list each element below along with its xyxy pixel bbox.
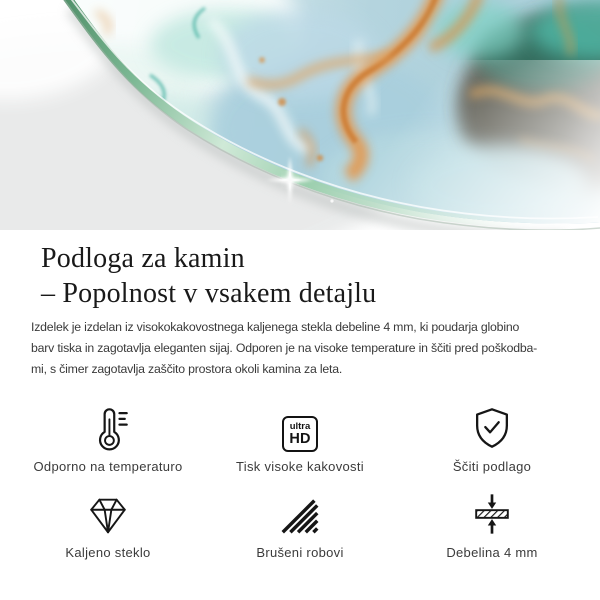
product-image xyxy=(0,0,600,230)
page-title-line2: – Popolnost v vsakem detajlu xyxy=(41,278,377,309)
ultra-hd-icon-text-top: ultra xyxy=(289,420,311,432)
feature-grid xyxy=(0,402,600,560)
feature-tempered-glass xyxy=(12,488,204,560)
feature-polished-edges xyxy=(204,488,396,560)
feature-label: Tisk visoke kakovosti xyxy=(236,459,364,474)
feature-label: Odporno na temperaturo xyxy=(33,459,183,474)
product-description xyxy=(31,317,569,380)
feature-label: Debelina 4 mm xyxy=(446,545,538,560)
feature-print-quality xyxy=(204,402,396,474)
feature-label: Kaljeno steklo xyxy=(65,545,151,560)
feature-label: Ščiti podlago xyxy=(452,459,532,474)
feature-protection xyxy=(396,402,588,474)
page-title-line1: Podloga za kamin xyxy=(41,243,245,274)
description-line: barv tiska in zagotavlja eleganten sijaj. Odporen je na visoke temperature in ščiti pred poškodba- xyxy=(31,341,538,355)
thermometer-icon xyxy=(85,402,131,452)
ultra-hd-icon xyxy=(282,402,318,452)
feature-label: Brušeni robovi xyxy=(256,545,344,560)
feature-temperature xyxy=(12,402,204,474)
ultra-hd-icon-text-bottom: HD xyxy=(289,430,311,447)
description-line: Izdelek je izdelan iz visokokakovostnega kaljenega stekla debeline 4 mm, ki poudarja globino xyxy=(31,320,520,334)
diamond-icon xyxy=(85,488,131,538)
shield-check-icon xyxy=(469,402,515,452)
description-line: mi, s čimer zagotavlja zaščito prostora okoli kamina za leta. xyxy=(31,362,343,376)
glass-panel-illustration xyxy=(0,0,600,230)
beveled-edges-icon xyxy=(277,488,323,538)
feature-thickness xyxy=(396,488,588,560)
page-title xyxy=(41,241,569,311)
thickness-icon xyxy=(469,488,515,538)
